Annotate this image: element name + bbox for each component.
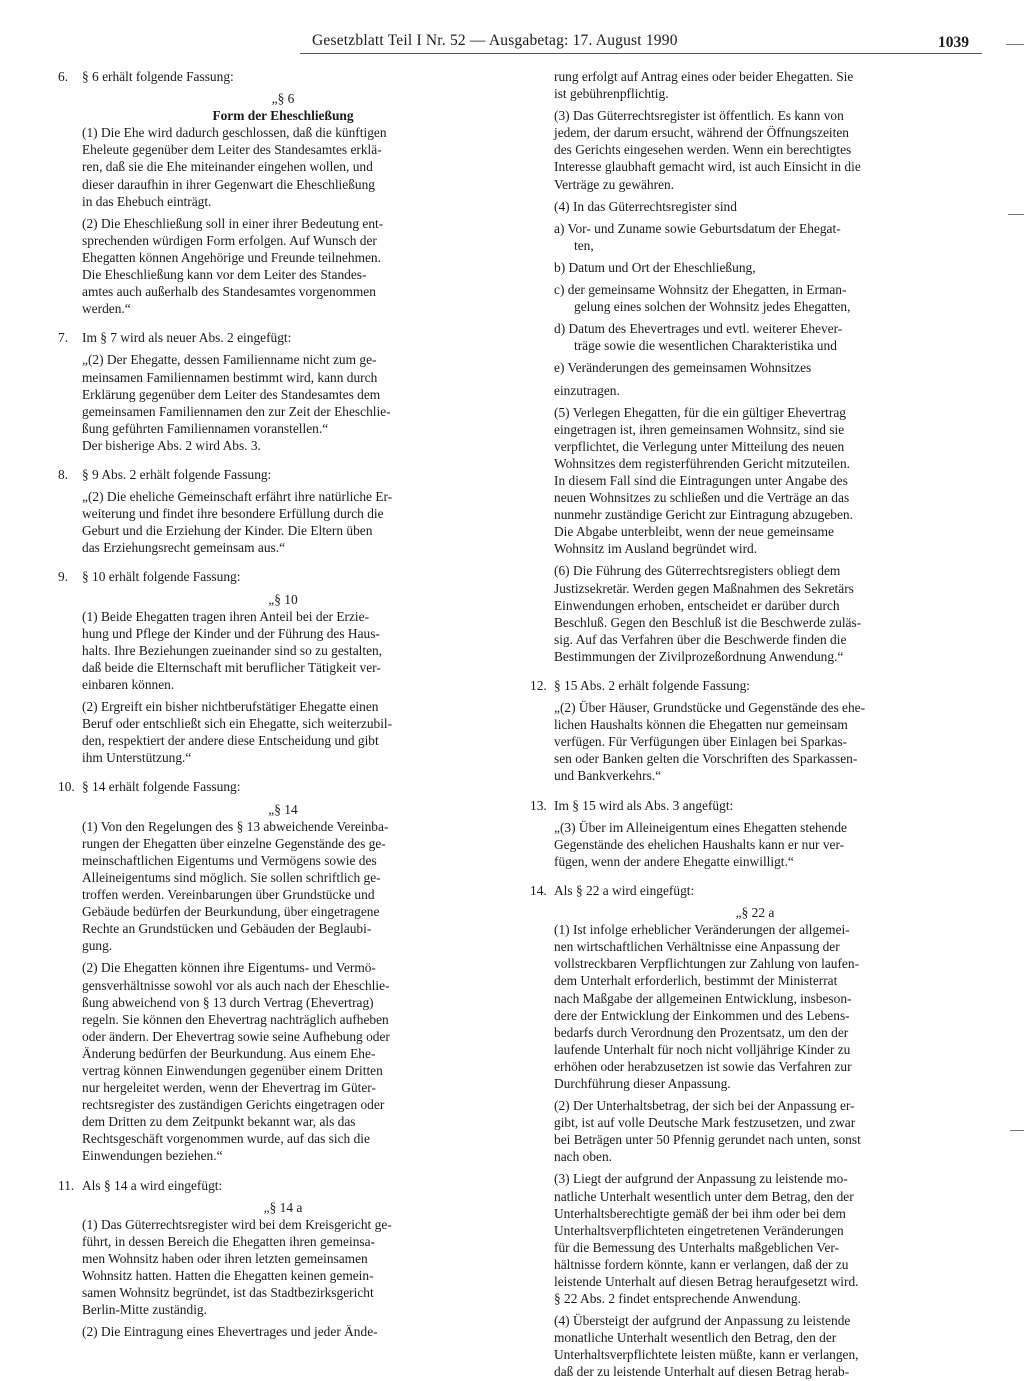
list-item: a) Vor- und Zuname sowie Geburtsdatum der Ehegat- bbox=[554, 220, 841, 236]
paragraph-line: führt, in dessen Bereich die Ehegatten ihren gemeinsa- bbox=[82, 1233, 375, 1249]
paragraph-line: verpflichtet, die Verlegung unter Mitteilung des neuen bbox=[554, 438, 845, 454]
paragraph-line: erhöhen oder herabzusetzen ist sowie das Verfahren zur bbox=[554, 1058, 852, 1074]
paragraph-line: (2) Der Unterhaltsbetrag, der sich bei der Anpassung er- bbox=[554, 1098, 855, 1114]
margin-mark bbox=[1010, 1130, 1024, 1131]
paragraph-line: bedarfs durch Verordnung den Prozentsatz, um den der bbox=[554, 1024, 849, 1040]
paragraph-line: amtes auch außerhalb des Standesamtes vorgenommen bbox=[82, 284, 376, 300]
paragraph-line: fügen, wenn der andere Ehegatte einwilligt.“ bbox=[554, 853, 794, 869]
paragraph-line: (1) Beide Ehegatten tragen ihren Anteil bei der Erzie- bbox=[82, 608, 370, 624]
paragraph-line: hältnisse fordern könnte, kann er verlangen, daß der zu bbox=[554, 1256, 849, 1272]
paragraph-line: (1) Die Ehe wird dadurch geschlossen, daß die künftigen bbox=[82, 125, 387, 141]
paragraph-line: oder ändern. Der Ehevertrag sowie seine Aufhebung oder bbox=[82, 1028, 390, 1044]
paragraph-line: Unterhaltsberechtigte gemäß der bei ihm oder bei dem bbox=[554, 1205, 846, 1221]
list-item: 9. § 10 erhält folgende Fassung: bbox=[58, 569, 241, 585]
list-item: 8. § 9 Abs. 2 erhält folgende Fassung: bbox=[58, 466, 272, 482]
paragraph-line: ren, daß sie die Ehe miteinander eingehen wollen, und bbox=[82, 159, 373, 175]
paragraph-line: Der bisherige Abs. 2 wird Abs. 3. bbox=[82, 437, 261, 453]
paragraph-line: rung erfolgt auf Antrag eines oder beider Ehegatten. Sie bbox=[554, 69, 854, 84]
paragraph-line: in das Ehebuch einträgt. bbox=[82, 193, 212, 209]
paragraph-line: Änderung bedürfen der Beurkundung. Aus einem Ehe- bbox=[82, 1045, 376, 1061]
paragraph-line: Rechte an Grundstücken und Gebäuden der Beglaubi- bbox=[82, 921, 372, 937]
list-item: ten, bbox=[574, 237, 594, 253]
paragraph-line: des Gerichts eingesehen werden. Wenn ein berechtigtes bbox=[554, 142, 852, 158]
section-heading: „§ 14 a bbox=[263, 1199, 303, 1215]
paragraph-line: (2) Die Eheschließung soll in einer ihrer Bedeutung ent- bbox=[82, 215, 384, 231]
list-item: träge sowie die wesentlichen Charakteristika und bbox=[574, 338, 837, 354]
paragraph-line: lichen Haushalts können die Ehegatten nur gemeinsam bbox=[554, 717, 848, 733]
paragraph-line: Unterhaltsverpflichtete leisten müßte, kann er verlangen, bbox=[554, 1347, 859, 1363]
paragraph-line: „(3) Über im Alleineigentum eines Ehegatten stehende bbox=[554, 819, 848, 835]
paragraph-line: sig. Auf das Verfahren über die Beschwerde finden die bbox=[554, 631, 847, 647]
paragraph-line: Gegenstände des ehelichen Haushalts kann er nur ver- bbox=[554, 836, 845, 852]
paragraph-line: Einwendungen beziehen.“ bbox=[82, 1148, 223, 1164]
paragraph-line: ßung abweichend von § 13 durch Vertrag (Ehevertrag) bbox=[82, 994, 374, 1010]
paragraph-line: ist gebührenpflichtig. bbox=[554, 86, 669, 102]
list-item: 10. § 14 erhält folgende Fassung: bbox=[58, 779, 241, 795]
paragraph-line: Gebäude bedürfen der Beurkundung, über eingetragene bbox=[82, 904, 380, 920]
paragraph-line: werden.“ bbox=[82, 301, 131, 317]
paragraph-line: ihm Unterstützung.“ bbox=[82, 750, 192, 766]
paragraph-line: ßung geführten Familiennamen voranstellen.“ bbox=[82, 420, 329, 436]
paragraph-line: nur hergeleitet werden, wenn der Ehevertrag im Güter- bbox=[82, 1080, 376, 1096]
paragraph-line: (4) Übersteigt der aufgrund der Anpassung zu leistende bbox=[554, 1313, 851, 1329]
paragraph-line: dem Dritten zu dem Zeitpunkt bekannt war, als das bbox=[82, 1114, 356, 1130]
paragraph-line: men Wohnsitz haben oder ihren letzten gemeinsamen bbox=[82, 1250, 368, 1266]
paragraph-line: meinschaftlichen Eigentums und Vermögens sowie des bbox=[82, 852, 377, 868]
paragraph-line: (5) Verlegen Ehegatten, für die ein gültiger Ehevertrag bbox=[554, 404, 846, 420]
paragraph-line: (2) Die Eintragung eines Ehevertrages und jeder Ände- bbox=[82, 1324, 378, 1340]
paragraph-line: nunmehr zuständige Gericht zur Eintragung abzugeben. bbox=[554, 507, 853, 523]
paragraph-line: daß beide die Elternschaft mit beruflicher Tätigkeit ver- bbox=[82, 659, 381, 675]
paragraph-line: Durchführung dieser Anpassung. bbox=[554, 1075, 731, 1091]
paragraph-line: jedem, der darum ersucht, während der Öffnungszeiten bbox=[554, 125, 849, 141]
paragraph-line: „(2) Der Ehegatte, dessen Familienname nicht zum ge- bbox=[82, 352, 377, 368]
left-column bbox=[58, 68, 508, 1340]
paragraph-line: einbaren können. bbox=[82, 677, 175, 692]
paragraph-line: Einwendungen erhoben, entscheidet er darüber durch bbox=[554, 597, 840, 613]
paragraph-line: nach Maßgabe der allgemeinen Entwicklung, insbeson- bbox=[554, 990, 852, 1006]
paragraph-line: Justizsekretär. Werden gegen Maßnahmen des Sekretärs bbox=[554, 580, 854, 596]
list-item: c) der gemeinsame Wohnsitz der Ehegatten, in Erman- bbox=[554, 282, 847, 298]
paragraph-line: Verträge zu gewähren. bbox=[554, 176, 675, 192]
section-heading: „§ 22 a bbox=[735, 905, 775, 921]
paragraph-line: den, respektiert der andere diese Entscheidung und gibt bbox=[82, 733, 379, 749]
paragraph-line: gibt, ist auf volle Deutsche Mark festzusetzen, und zwar bbox=[554, 1115, 856, 1131]
paragraph-line: „(2) Die eheliche Gemeinschaft erfährt ihre natürliche Er- bbox=[82, 489, 393, 505]
paragraph-line: neuen Wohnsitzes zu schließen und die Verträge an das bbox=[554, 490, 850, 506]
paragraph-line: dieser daraufhin in ihrer Gegenwart die Eheschließung bbox=[82, 176, 375, 192]
paragraph-line: troffen werden. Vereinbarungen über Grundstücke und bbox=[82, 887, 375, 903]
paragraph-line: Ehegatten können Angehörige und Freunde teilnehmen. bbox=[82, 249, 381, 265]
paragraph-line: Beruf oder entschließt sich ein Ehegatte, sich weiterzubil- bbox=[82, 716, 393, 732]
paragraph-line: (2) Die Ehegatten können ihre Eigentums- und Vermö- bbox=[82, 960, 376, 976]
paragraph-line: für die Bemessung des Unterhalts maßgeblichen Ver- bbox=[554, 1239, 840, 1255]
paragraph-line: vertrag können Einwendungen gegenüber einem Dritten bbox=[82, 1062, 383, 1078]
right-column bbox=[530, 68, 980, 1381]
paragraph-line: (1) Das Güterrechtsregister wird bei dem Kreisgericht ge- bbox=[82, 1216, 392, 1232]
paragraph-line: Wohnsitz im Ausland begründet wird. bbox=[554, 541, 758, 557]
header-rule bbox=[300, 53, 982, 54]
paragraph-line: Bestimmungen der Zivilprozeßordnung Anwendung.“ bbox=[554, 648, 844, 664]
paragraph-line: verfügen. Für Verfügungen über Einlagen bei Sparkas- bbox=[554, 734, 848, 750]
paragraph-line: In diesem Fall sind die Eintragungen unter Angabe des bbox=[554, 472, 848, 488]
paragraph-line: gung. bbox=[82, 938, 113, 954]
paragraph-line: und Bankverkehrs.“ bbox=[554, 768, 662, 784]
paragraph-line: Unterhaltsverpflichteten eingetretenen Veränderungen bbox=[554, 1222, 844, 1238]
paragraph-line: Alleineigentums sind möglich. Sie sollen schriftlich ge- bbox=[82, 869, 381, 885]
paragraph-line: (1) Ist infolge erheblicher Veränderungen der allgemei- bbox=[554, 922, 850, 938]
paragraph-line: (3) Liegt der aufgrund der Anpassung zu leistende mo- bbox=[554, 1171, 848, 1187]
paragraph-line: Beschluß. Gegen den Beschluß ist die Beschwerde zuläs- bbox=[554, 614, 862, 630]
paragraph-line: monatliche Unterhalt wesentlich den Betrag, den der bbox=[554, 1330, 837, 1346]
paragraph-line: daß der zu leistende Unterhalt auf diesen Betrag herab- bbox=[554, 1364, 850, 1380]
margin-mark bbox=[1008, 214, 1024, 215]
gazette-title: Gesetzblatt Teil I Nr. 52 — Ausgabetag: 17. August 1990 bbox=[312, 32, 678, 49]
paragraph-line: Wohnsitzes dem registerführenden Gericht mitzuteilen. bbox=[554, 455, 851, 471]
paragraph-line: nen wirtschaftlichen Verhältnisse eine Anpassung der bbox=[554, 939, 840, 955]
paragraph-line: Berlin-Mitte zuständig. bbox=[82, 1302, 207, 1318]
paragraph-line: gensverhältnisse sowohl vor als auch nach der Eheschlie- bbox=[82, 977, 390, 993]
list-item: 13. Im § 15 wird als Abs. 3 angefügt: bbox=[530, 797, 734, 813]
section-heading: „§ 14 bbox=[268, 801, 298, 817]
list-item: b) Datum und Ort der Eheschließung, bbox=[554, 259, 756, 275]
list-item: 14. Als § 22 a wird eingefügt: bbox=[530, 882, 695, 898]
paragraph-line: nach oben. bbox=[554, 1149, 613, 1165]
list-item: 11. Als § 14 a wird eingefügt: bbox=[58, 1177, 223, 1193]
list-item: e) Veränderungen des gemeinsamen Wohnsitzes bbox=[554, 360, 812, 376]
paragraph-line: (3) Das Güterrechtsregister ist öffentlich. Es kann von bbox=[554, 108, 844, 124]
list-item: 12. § 15 Abs. 2 erhält folgende Fassung: bbox=[530, 678, 751, 693]
paragraph-line: Die Eheschließung kann vor dem Leiter des Standes- bbox=[82, 267, 367, 283]
paragraph-line: hung und Pflege der Kinder und der Führung des Haus- bbox=[82, 625, 380, 641]
paragraph-line: leistende Unterhalt auf diesen Betrag heraufgesetzt wird. bbox=[554, 1274, 859, 1289]
paragraph-line: dem Unterhalt erforderlich, bestimmt der Ministerrat bbox=[554, 973, 838, 989]
list-item: 6. § 6 erhält folgende Fassung: bbox=[58, 69, 234, 84]
paragraph-line: laufende Unterhalt für noch nicht volljährige Kinder zu bbox=[554, 1041, 851, 1057]
page-header bbox=[0, 0, 1024, 60]
paragraph-line: natliche Unterhalt wesentlich unter dem Betrag, den der bbox=[554, 1188, 854, 1204]
paragraph-line: Erklärung gegenüber dem Leiter des Standesamtes dem bbox=[82, 386, 381, 402]
section-title: Form der Eheschließung bbox=[212, 108, 354, 124]
section-heading: „§ 6 bbox=[271, 91, 295, 107]
paragraph-line: bei Beträgen unter 50 Pfennig gerundet nach unten, sonst bbox=[554, 1132, 861, 1148]
margin-mark bbox=[1006, 44, 1024, 45]
paragraph-line: gemeinsamen Familiennamen den zur Zeit der Eheschlie- bbox=[82, 403, 391, 419]
paragraph-line: regeln. Sie können den Ehevertrag nachträglich aufheben bbox=[82, 1011, 389, 1027]
paragraph-line: Eheleute gegenüber dem Leiter des Standesamtes erklä- bbox=[82, 142, 382, 158]
paragraph-line: halts. Ihre Beziehungen zueinander sind so zu gestalten, bbox=[82, 642, 383, 658]
paragraph-line: Wohnsitz hatten. Hatten die Ehegatten keinen gemein- bbox=[82, 1268, 374, 1283]
list-item: d) Datum des Ehevertrages und evtl. weiterer Ehever- bbox=[554, 321, 843, 337]
paragraph-line: Geburt und die Erziehung der Kinder. Die Eltern üben bbox=[82, 523, 373, 539]
paragraph-line: das Erziehungsrecht gemeinsam aus.“ bbox=[82, 540, 286, 556]
paragraph-line: meinsamen Familiennamen bestimmt wird, kann durch bbox=[82, 369, 378, 385]
paragraph-line: weiterung und findet ihre besondere Erfüllung durch die bbox=[82, 506, 384, 522]
paragraph-line: Die Abgabe unterbleibt, wenn der neue gemeinsame bbox=[554, 524, 834, 540]
paragraph-line: § 22 Abs. 2 findet entsprechende Anwendung. bbox=[554, 1291, 801, 1307]
paragraph-line: Interesse glaubhaft gemacht wird, ist auch Einsicht in die bbox=[554, 159, 861, 175]
paragraph-line: sen oder Banken gelten die Vorschriften des Sparkassen- bbox=[554, 751, 858, 767]
paragraph-line: (6) Die Führung des Güterrechtsregisters obliegt dem bbox=[554, 563, 841, 579]
paragraph-line: Rechtsgeschäft vorgenommen wurde, auf das sich die bbox=[82, 1131, 370, 1147]
paragraph-line: einzutragen. bbox=[554, 382, 620, 398]
paragraph-line: samen Wohnsitz begründet, ist das Stadtbezirksgericht bbox=[82, 1285, 374, 1301]
paragraph-line: (2) Ergreift ein bisher nichtberufstätiger Ehegatte einen bbox=[82, 699, 379, 715]
paragraph-line: (1) Von den Regelungen des § 13 abweichende Vereinba- bbox=[82, 818, 389, 834]
paragraph-line: (4) In das Güterrechtsregister sind bbox=[554, 198, 737, 214]
list-item: gelung eines solchen der Wohnsitz jedes Ehegatten, bbox=[574, 299, 851, 315]
paragraph-line: sprechenden würdigen Form erfolgen. Auf Wunsch der bbox=[82, 232, 377, 248]
paragraph-line: rechtsregister des zuständigen Gerichts eingetragen oder bbox=[82, 1097, 385, 1113]
list-item: 7. Im § 7 wird als neuer Abs. 2 eingefügt: bbox=[58, 330, 292, 346]
paragraph-line: „(2) Über Häuser, Grundstücke und Gegenstände des ehe- bbox=[554, 700, 866, 716]
paragraph-line: eingetragen ist, ihren gemeinsamen Wohnsitz, sind sie bbox=[554, 421, 845, 437]
page-number: 1039 bbox=[938, 34, 969, 51]
paragraph-line: vollstreckbaren Verpflichtungen zur Zahlung von laufen- bbox=[554, 956, 860, 972]
paragraph-line: dere der Entwicklung der Einkommen und des Lebens- bbox=[554, 1007, 850, 1023]
paragraph-line: rungen der Ehegatten über einzelne Gegenstände des ge- bbox=[82, 835, 386, 851]
section-heading: „§ 10 bbox=[268, 591, 298, 607]
